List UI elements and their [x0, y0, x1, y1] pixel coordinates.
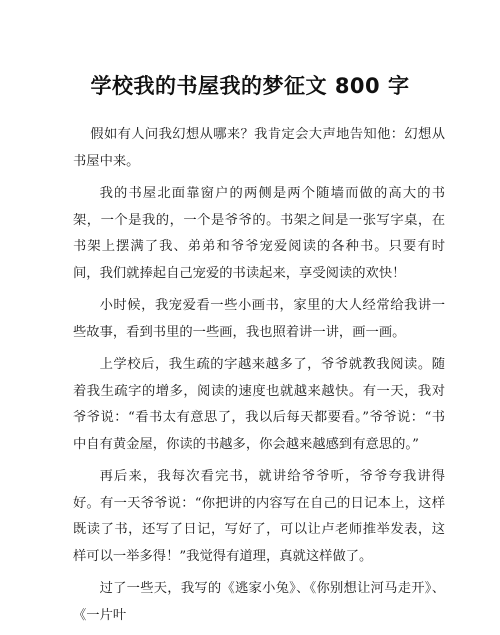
- paragraph: 上学校后，我生疏的字越来越多了，爷爷就教我阅读。随着我生疏字的增多，阅读的速度也就越来越快。有一天，我对爷爷说：“看书太有意思了，我以后每天都要看。”爷爷说：“书中自有黄金屋，你读的书越多，你会越来越感到有意思的。”: [73, 357, 445, 452]
- paragraph: 小时候，我宠爱看一些小画书，家里的大人经常给我讲一些故事，看到书里的一些画，我也照着讲一讲，画一画。: [73, 298, 445, 340]
- paragraph: 假如有人问我幻想从哪来？我肯定会大声地告知他：幻想从书屋中来。: [73, 127, 445, 169]
- paragraph: 过了一些天，我写的《逃家小兔》、《你别想让河马走开》、《一片叶: [73, 581, 445, 623]
- article-body: [73, 122, 445, 635]
- page-title: 学校我的书屋我的梦征文 800 字: [90, 74, 410, 98]
- paragraph: 再后来，我每次看完书，就讲给爷爷听，爷爷夸我讲得好。有一天爷爷说：“你把讲的内容写在自己的日记本上，这样既读了书，还写了日记，写好了，可以让卢老师推举发表，这样可以一举多得！”我觉得有道理，真就这样做了。: [73, 469, 445, 564]
- paragraph: 我的书屋北面靠窗户的两侧是两个随墙而做的高大的书架，一个是我的，一个是爷爷的。书架之间是一张写字桌，在书架上摆满了我、弟弟和爷爷宠爱阅读的各种书。只要有时间，我们就捧起自己宠爱的书读起来，享受阅读的欢快！: [73, 186, 445, 281]
